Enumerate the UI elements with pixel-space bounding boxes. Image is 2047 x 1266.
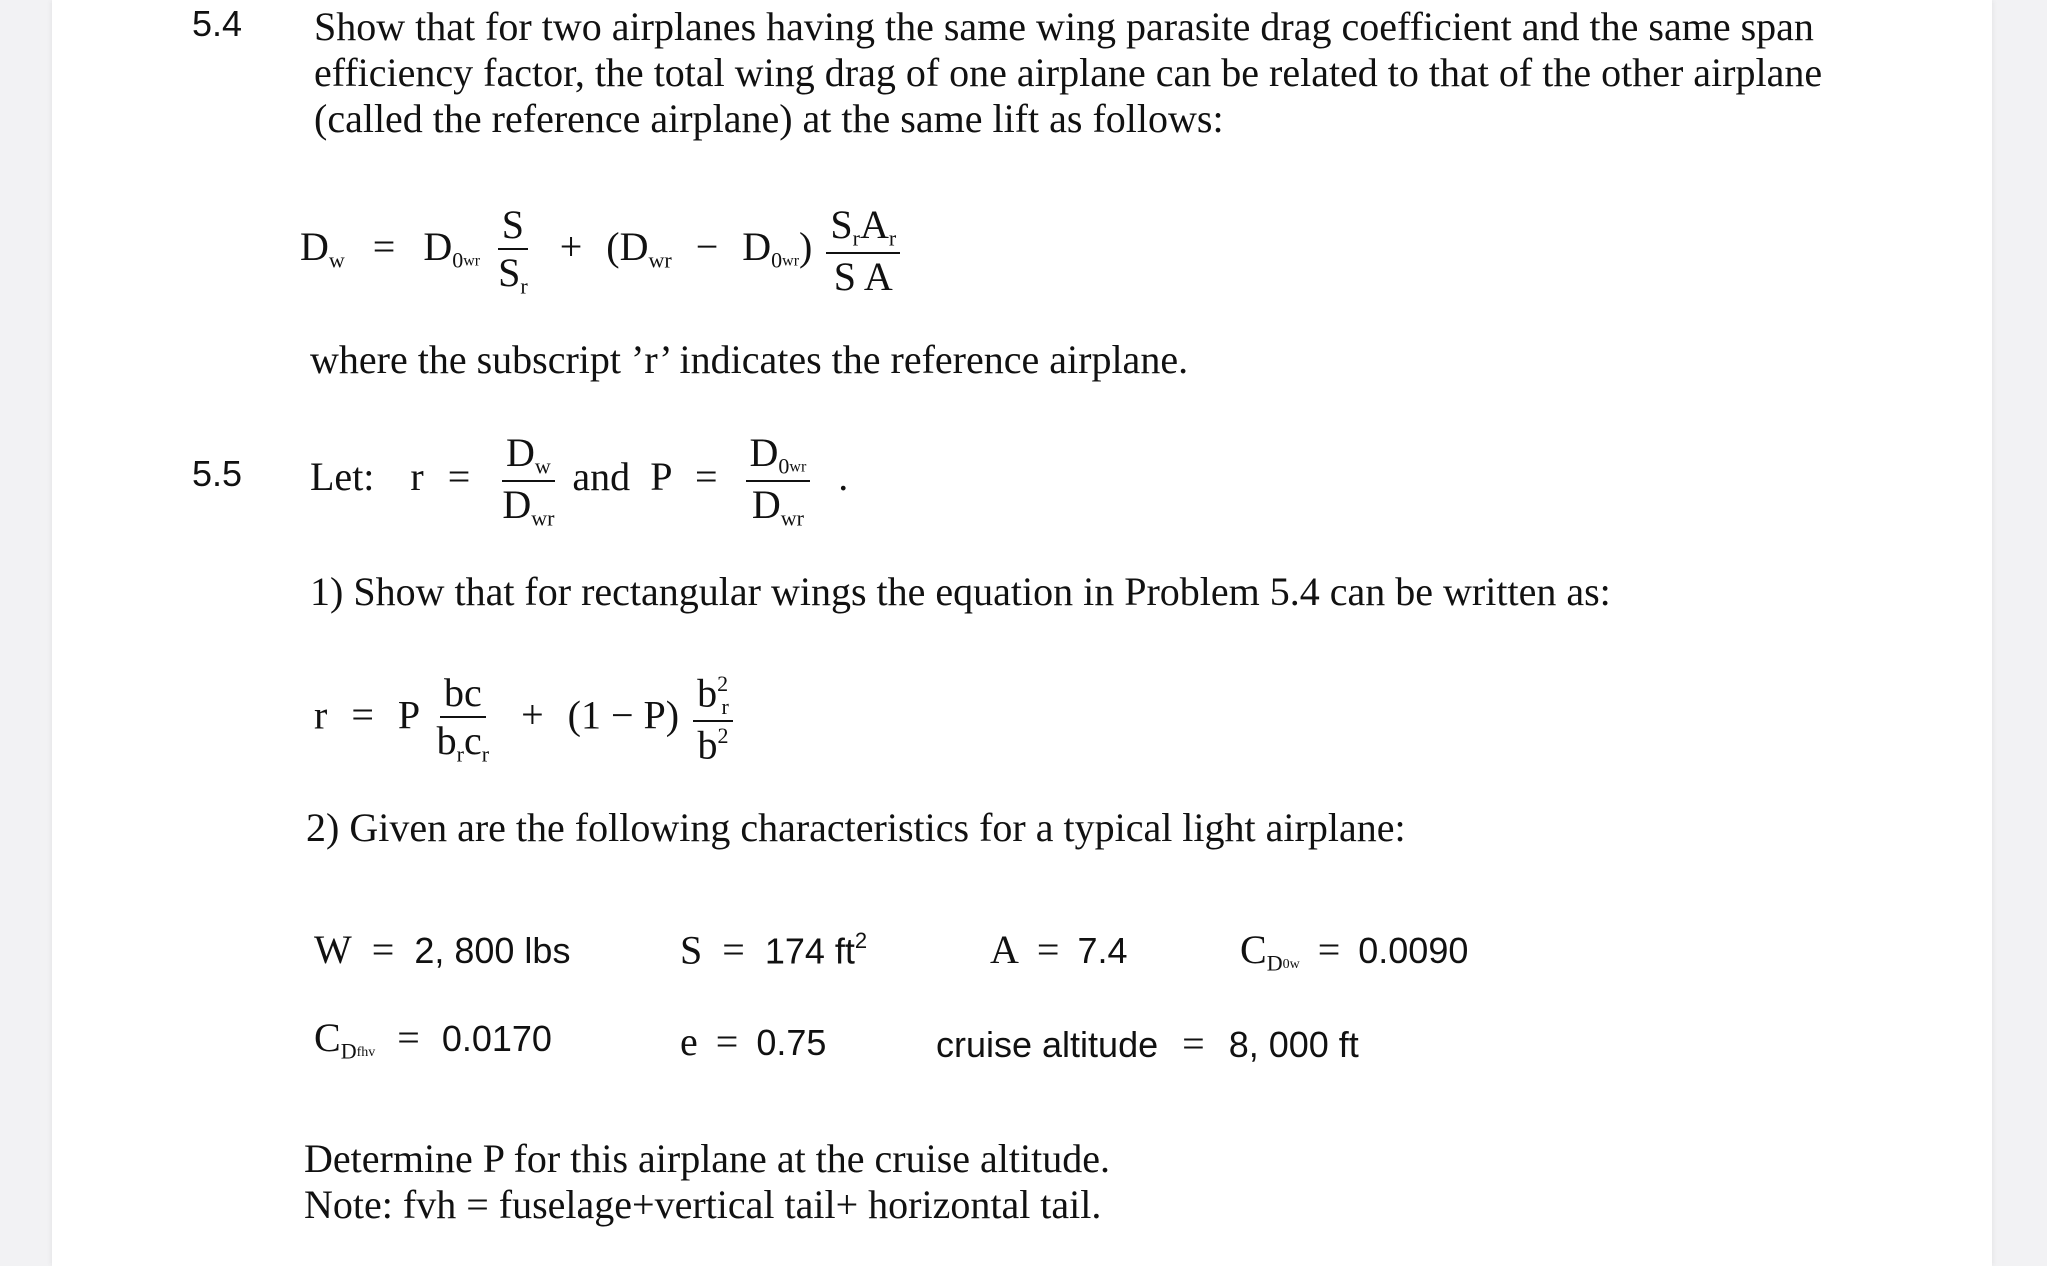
note-line: Note: fvh = fuselage+vertical tail+ horizontal tail. [304, 1182, 1102, 1227]
drag-equation [300, 204, 904, 298]
eq-plus: + [559, 224, 583, 270]
problem-5-4-line-2: efficiency factor, the total wing drag of one airplane can be related to that of the other airplane [314, 50, 1823, 95]
char-w: W = 2, 800 lbs [314, 927, 571, 972]
problem-5-4-line-1: Show that for two airplanes having the same wing parasite drag coefficient and the same span [314, 4, 1814, 49]
eq-minus: − [695, 224, 719, 270]
fraction-br2-over-b2: $\frac{b^2_r}{b^2}$ [693, 672, 733, 767]
char-s: S = 174 $ft^2$ [680, 927, 868, 973]
period: . [838, 453, 849, 499]
var-p: P [650, 453, 671, 499]
eq-dwr: ($D_{wr}$ [606, 224, 672, 273]
fraction-s-over-sr: $\frac{S}{S_r}$ [498, 202, 528, 299]
r-plus: + [521, 692, 544, 738]
r-equals: = [351, 692, 374, 738]
var-r: r [410, 453, 424, 499]
closing-text [304, 1136, 1110, 1228]
problem-number-5-5: 5.5 [192, 453, 243, 494]
fraction-bc-over-brcr: $\frac{bc}{b_rc_r}$ [436, 670, 490, 768]
and-word: and [572, 453, 631, 499]
problem-5-4-line-3: (called the reference airplane) at the same lift as follows: [314, 96, 1224, 141]
determine-line: Determine P for this airplane at the cruise altitude. [304, 1136, 1111, 1181]
eq-d0wr-2: $D_{0wr}$) [742, 224, 813, 273]
r-one-minus-p: (1 − P) [567, 692, 680, 738]
equals-2: = [694, 453, 718, 499]
fraction-dw-over-dwr: $\frac{D_w}{D_{wr}}$ [502, 430, 555, 531]
r-var: r [314, 692, 328, 738]
let-label: Let: [310, 453, 375, 499]
char-cdfhv: $C_{Dfhv} = 0.0170$ [314, 1015, 552, 1064]
let-definitions [310, 432, 848, 530]
fraction-srar-over-sa: $\frac{S_rA_r}{\text{S A}}$ [826, 204, 900, 298]
eq-equals: = [372, 224, 396, 270]
equals-1: = [447, 453, 471, 499]
fraction-d0wr-over-dwr: $\frac{D_{0wr}}{D_{wr}}$ [746, 432, 811, 530]
char-cd0w: $C_{D0w} = 0.0090$ [1240, 927, 1469, 976]
char-cruise-altitude: cruise altitude = 8, 000 ft [936, 1021, 1359, 1066]
part-1-text: 1) Show that for rectangular wings the equation in Problem 5.4 can be written as: [310, 569, 1611, 614]
r-p: P [397, 692, 419, 738]
char-a: A = 7.4 [990, 927, 1128, 972]
r-equation [314, 672, 737, 767]
problem-5-4-text [314, 4, 1822, 142]
eq-d0wr: $D_{0wr}$ [423, 224, 481, 273]
part-2-text: 2) Given are the following characteristics for a typical light airplane: [306, 805, 1406, 850]
where-subscript-text: where the subscript ’r’ indicates the reference airplane. [310, 337, 1189, 382]
char-e: e = 0.75 [680, 1019, 827, 1064]
problem-number-5-4: 5.4 [192, 3, 243, 44]
document-page [52, 0, 1992, 1266]
eq-lhs: $D_w$ [300, 224, 345, 273]
